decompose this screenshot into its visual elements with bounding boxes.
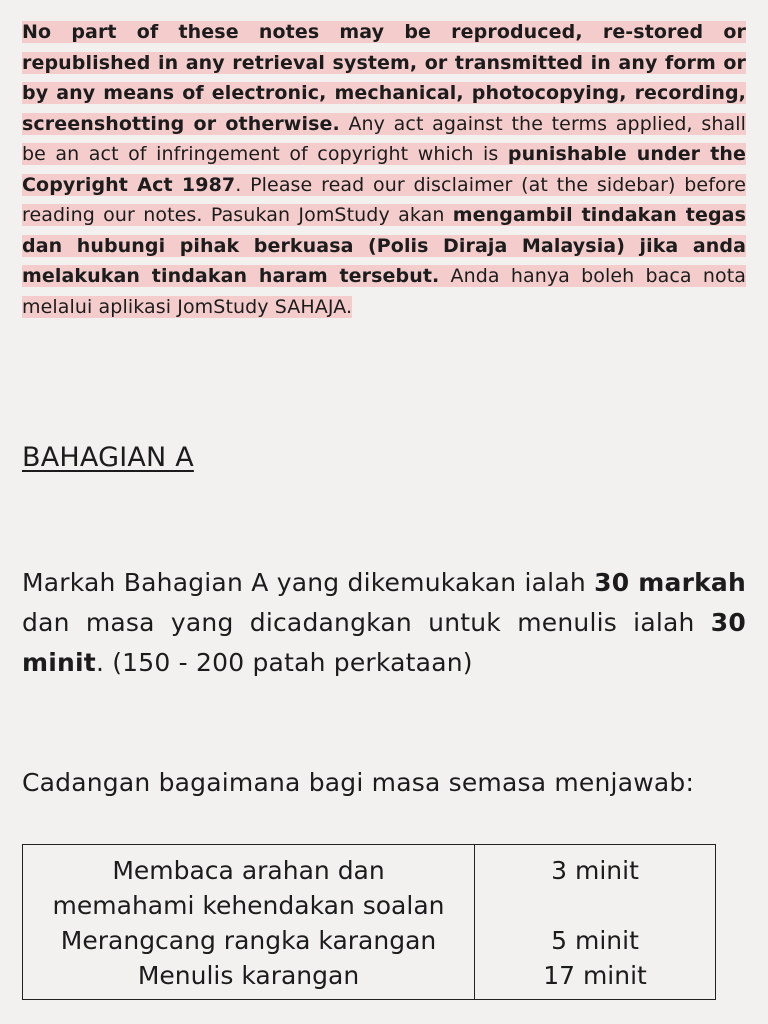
notice-bold-copyright-statement: No part of these notes may be reproduced, re-stored or republished in any retrieval system, or transmitted in any form or by any means of electronic, mechanical, photocopying, recording, screenshotting or otherwise. [22, 21, 746, 135]
notice-disclaimer-text: . Please read our disclaimer (at the sidebar) before reading our notes. Pasukan JomStudy akan [22, 173, 746, 226]
time-item [479, 888, 711, 923]
time-item: 3 minit [551, 856, 639, 885]
marks-description [22, 563, 746, 683]
task-item: Menulis karangan [137, 961, 360, 990]
copyright-notice [22, 17, 746, 322]
task-item: Membaca arahan dan [112, 856, 385, 885]
task-cell [23, 845, 475, 1000]
notice-bold-copyright-act: punishable under the Copyright Act 1987 [22, 143, 746, 196]
notice-app-only-text: Anda hanya boleh baca nota melalui aplikasi JomStudy SAHAJA. [22, 265, 746, 318]
section-title: BAHAGIAN A [22, 442, 194, 473]
notice-infringement-text: Any act against the terms applied, shall be an act of infringement of copyright which is [22, 112, 746, 165]
time-item: 17 minit [543, 961, 647, 990]
marks-text-3: . (150 - 200 patah perkataan) [95, 648, 473, 677]
time-suggestion-heading: Cadangan bagaimana bagi masa semasa menjawab: [22, 768, 695, 797]
marks-text-1: Markah Bahagian A yang dikemukakan ialah [22, 568, 595, 597]
task-item: memahami kehendakan soalan [52, 891, 445, 920]
time-cell [475, 845, 716, 1000]
time-value: 30 minit [22, 608, 746, 677]
table-row [23, 845, 716, 1000]
time-allocation-table [22, 844, 716, 1000]
task-item: Merangcang rangka karangan [60, 926, 437, 955]
time-item: 5 minit [551, 926, 639, 955]
marks-text-2: dan masa yang dicadangkan untuk menulis ialah [22, 608, 711, 637]
marks-value: 30 markah [594, 568, 746, 597]
notice-bold-legal-action: mengambil tindakan tegas dan hubungi pihak berkuasa (Polis Diraja Malaysia) jika anda melakukan tindakan haram tersebut. [22, 204, 746, 287]
